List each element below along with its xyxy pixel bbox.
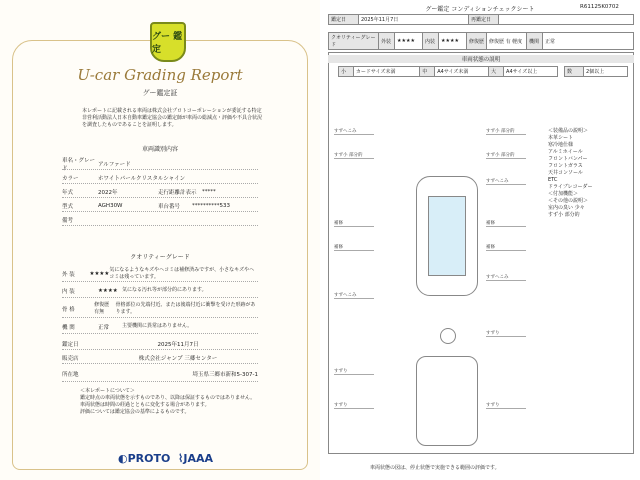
row-label: 鑑定日	[62, 341, 79, 348]
equipment-notes: ＜装備品の説明＞ 本革シート 寒冷地仕様 アルミホイール フロントバンパー フロントガラス 天井コンソール ETC ドライブレコーダー ＜付加機能＞ ＜その他の説明＞ 室内の臭い 少々 すず小 部分的	[548, 128, 593, 218]
quality-text: 気になるようなキズやヘコミは補修済みですが、小さなキズやヘコミは残っています。	[109, 266, 255, 280]
damage-callout: 補修	[334, 220, 374, 227]
row-label: カラー	[62, 175, 79, 182]
notes-block	[80, 388, 260, 416]
grade-table	[328, 32, 634, 50]
damage-callout: すずり	[486, 330, 526, 337]
row-value: アルファード	[98, 161, 131, 168]
row-label: 型式	[62, 203, 74, 210]
quality-text: 気になる汚れ等が部分的にあります。	[122, 287, 207, 293]
damage-callout: すず小 部分的	[486, 128, 526, 135]
size-large-desc: A4サイズ以上	[504, 67, 558, 77]
size-mid-desc: A4サイズ未満	[435, 67, 489, 77]
size-legend	[338, 66, 558, 77]
row-value-2: *****	[202, 188, 216, 195]
size-small-desc: カードサイズ未満	[353, 67, 419, 77]
row-model	[62, 200, 258, 212]
size-mid-label: 中	[420, 67, 435, 77]
quality-text: 主要機関に異常はありません。	[122, 323, 193, 329]
car-cabin	[428, 196, 466, 276]
ext-value: ★★★★	[395, 33, 423, 50]
row-shop	[62, 352, 258, 364]
damage-callout: すずへこみ	[486, 178, 526, 185]
condition-check-sheet	[320, 0, 640, 480]
damage-callout: 補修	[486, 244, 526, 251]
note-item: 車両状態は時間の経過とともに変化する場合があります。	[80, 402, 210, 408]
goo-seal-icon	[150, 22, 186, 62]
int-label: 内装	[423, 33, 439, 50]
row-color	[62, 172, 258, 184]
quality-stars: 修復歴 有無	[94, 301, 110, 315]
quality-label: 骨 格	[62, 306, 75, 313]
report-subtitle: グー鑑定証	[142, 89, 178, 97]
jaaa-logo-text: JAAA	[183, 452, 214, 465]
row-label: 年式	[62, 189, 74, 196]
count-legend	[564, 66, 628, 77]
reappraisal-label: 再鑑定日	[469, 15, 499, 25]
damage-callout: すずり	[334, 402, 374, 409]
row-value-2: **********533	[192, 202, 230, 209]
row-value: 2025年11月7日	[157, 341, 199, 348]
damage-callout: 補修	[334, 244, 374, 251]
row-notes	[62, 214, 258, 226]
sheet-footer: 車両状態の図は、停止状態で実施できる範囲の評価です。	[370, 465, 500, 471]
damage-callout: すず小 部分的	[334, 152, 374, 159]
report-title: U-car Grading Report	[77, 66, 243, 84]
condition-section-title: 車両状態の説明	[328, 55, 634, 63]
row-label: 販売店	[62, 355, 79, 362]
row-value: 株式会社ジャンプ 三郷センター	[138, 355, 218, 362]
damage-callout: すず小 部分的	[486, 152, 526, 159]
header-table	[328, 14, 634, 25]
engine-value: 正常	[543, 33, 634, 50]
engine-label: 機関	[527, 33, 543, 50]
grade-label: クオリティーグレード	[329, 33, 379, 50]
sheet-code: R61125K0702	[580, 4, 619, 10]
proto-logo: ◐PROTO	[118, 452, 171, 465]
quality-exterior	[62, 266, 258, 282]
row-address	[62, 366, 258, 382]
row-car-name	[62, 158, 258, 170]
size-small-label: 小	[339, 67, 354, 77]
quality-frame	[62, 300, 258, 318]
row-value: 2022年	[98, 189, 118, 196]
row-label: 所在地	[62, 371, 79, 378]
row-value: AGH30W	[98, 202, 123, 209]
quality-label: 内 装	[62, 288, 75, 295]
sheet-title: グー鑑定 コンディションチェックシート	[425, 6, 535, 13]
damage-callout: 補修	[486, 220, 526, 227]
damage-callout: すずへこみ	[334, 292, 374, 299]
steering-wheel-icon	[440, 328, 456, 344]
row-value: 埼玉県三郷市新和5-307-1	[192, 371, 258, 378]
row-label: 車名・グレード	[62, 157, 96, 172]
quality-title: クオリティーグレード	[130, 254, 190, 261]
row-value: ホワイトパールクリスタルシャイン	[98, 175, 186, 182]
reappraisal-value	[499, 15, 634, 25]
quality-stars: ★★★★	[89, 270, 110, 277]
jaaa-logo: ⌇JAAA	[178, 452, 214, 465]
seal-label: グー 鑑定	[152, 32, 183, 55]
note-item: 鑑定時点の車両状態を示すものであり、以降は保証するものではありません。	[80, 395, 256, 401]
damage-callout: すずり	[334, 368, 374, 375]
quality-interior	[62, 284, 258, 298]
quality-label: 外 装	[62, 271, 75, 278]
quality-stars: 正常	[98, 324, 110, 331]
repair-label: 修復歴	[467, 33, 487, 50]
car-interior-view	[416, 356, 478, 446]
note-item: 評価については鑑定協会の基準によるものです。	[80, 409, 190, 415]
damage-callout: すずへこみ	[334, 128, 374, 135]
size-large-label: 大	[489, 67, 504, 77]
row-label-2: 走行距離計表示	[158, 189, 197, 196]
count-label: 数	[565, 67, 584, 77]
repair-value: 修復歴 有 軽度	[487, 33, 527, 50]
date-label: 鑑定日	[329, 15, 359, 25]
quality-text: 骨格部位の先端付近、または後端付近に衝撃を受けた形跡があります。	[115, 301, 256, 315]
damage-callout: すずり	[486, 402, 526, 409]
row-year	[62, 186, 258, 198]
date-value: 2025年11月7日	[359, 15, 469, 25]
damage-callout: すずへこみ	[486, 274, 526, 281]
quality-engine	[62, 320, 258, 334]
row-label: 備考	[62, 217, 74, 224]
vehicle-section-title: 車両識別内容	[141, 146, 178, 153]
notes-title: ＜本レポートについて＞	[80, 388, 135, 394]
row-appraisal-date	[62, 338, 258, 350]
quality-label: 機 関	[62, 324, 75, 331]
intro-text: 本レポートに記載される車両は株式会社プロトコーポレーションが委託する特定非営利活動法人日本自動車鑑定協会の鑑定師が車両の総減点・評価や不具合状況を調査したものであることを証明します。	[82, 108, 263, 128]
int-value: ★★★★	[439, 33, 467, 50]
quality-stars: ★★★★	[98, 287, 118, 294]
proto-logo-text: PROTO	[127, 452, 171, 465]
count-desc: 2個以上	[584, 67, 628, 77]
ext-label: 外装	[379, 33, 395, 50]
condition-diagram-area	[328, 52, 634, 454]
row-label-2: 車台番号	[158, 203, 181, 210]
